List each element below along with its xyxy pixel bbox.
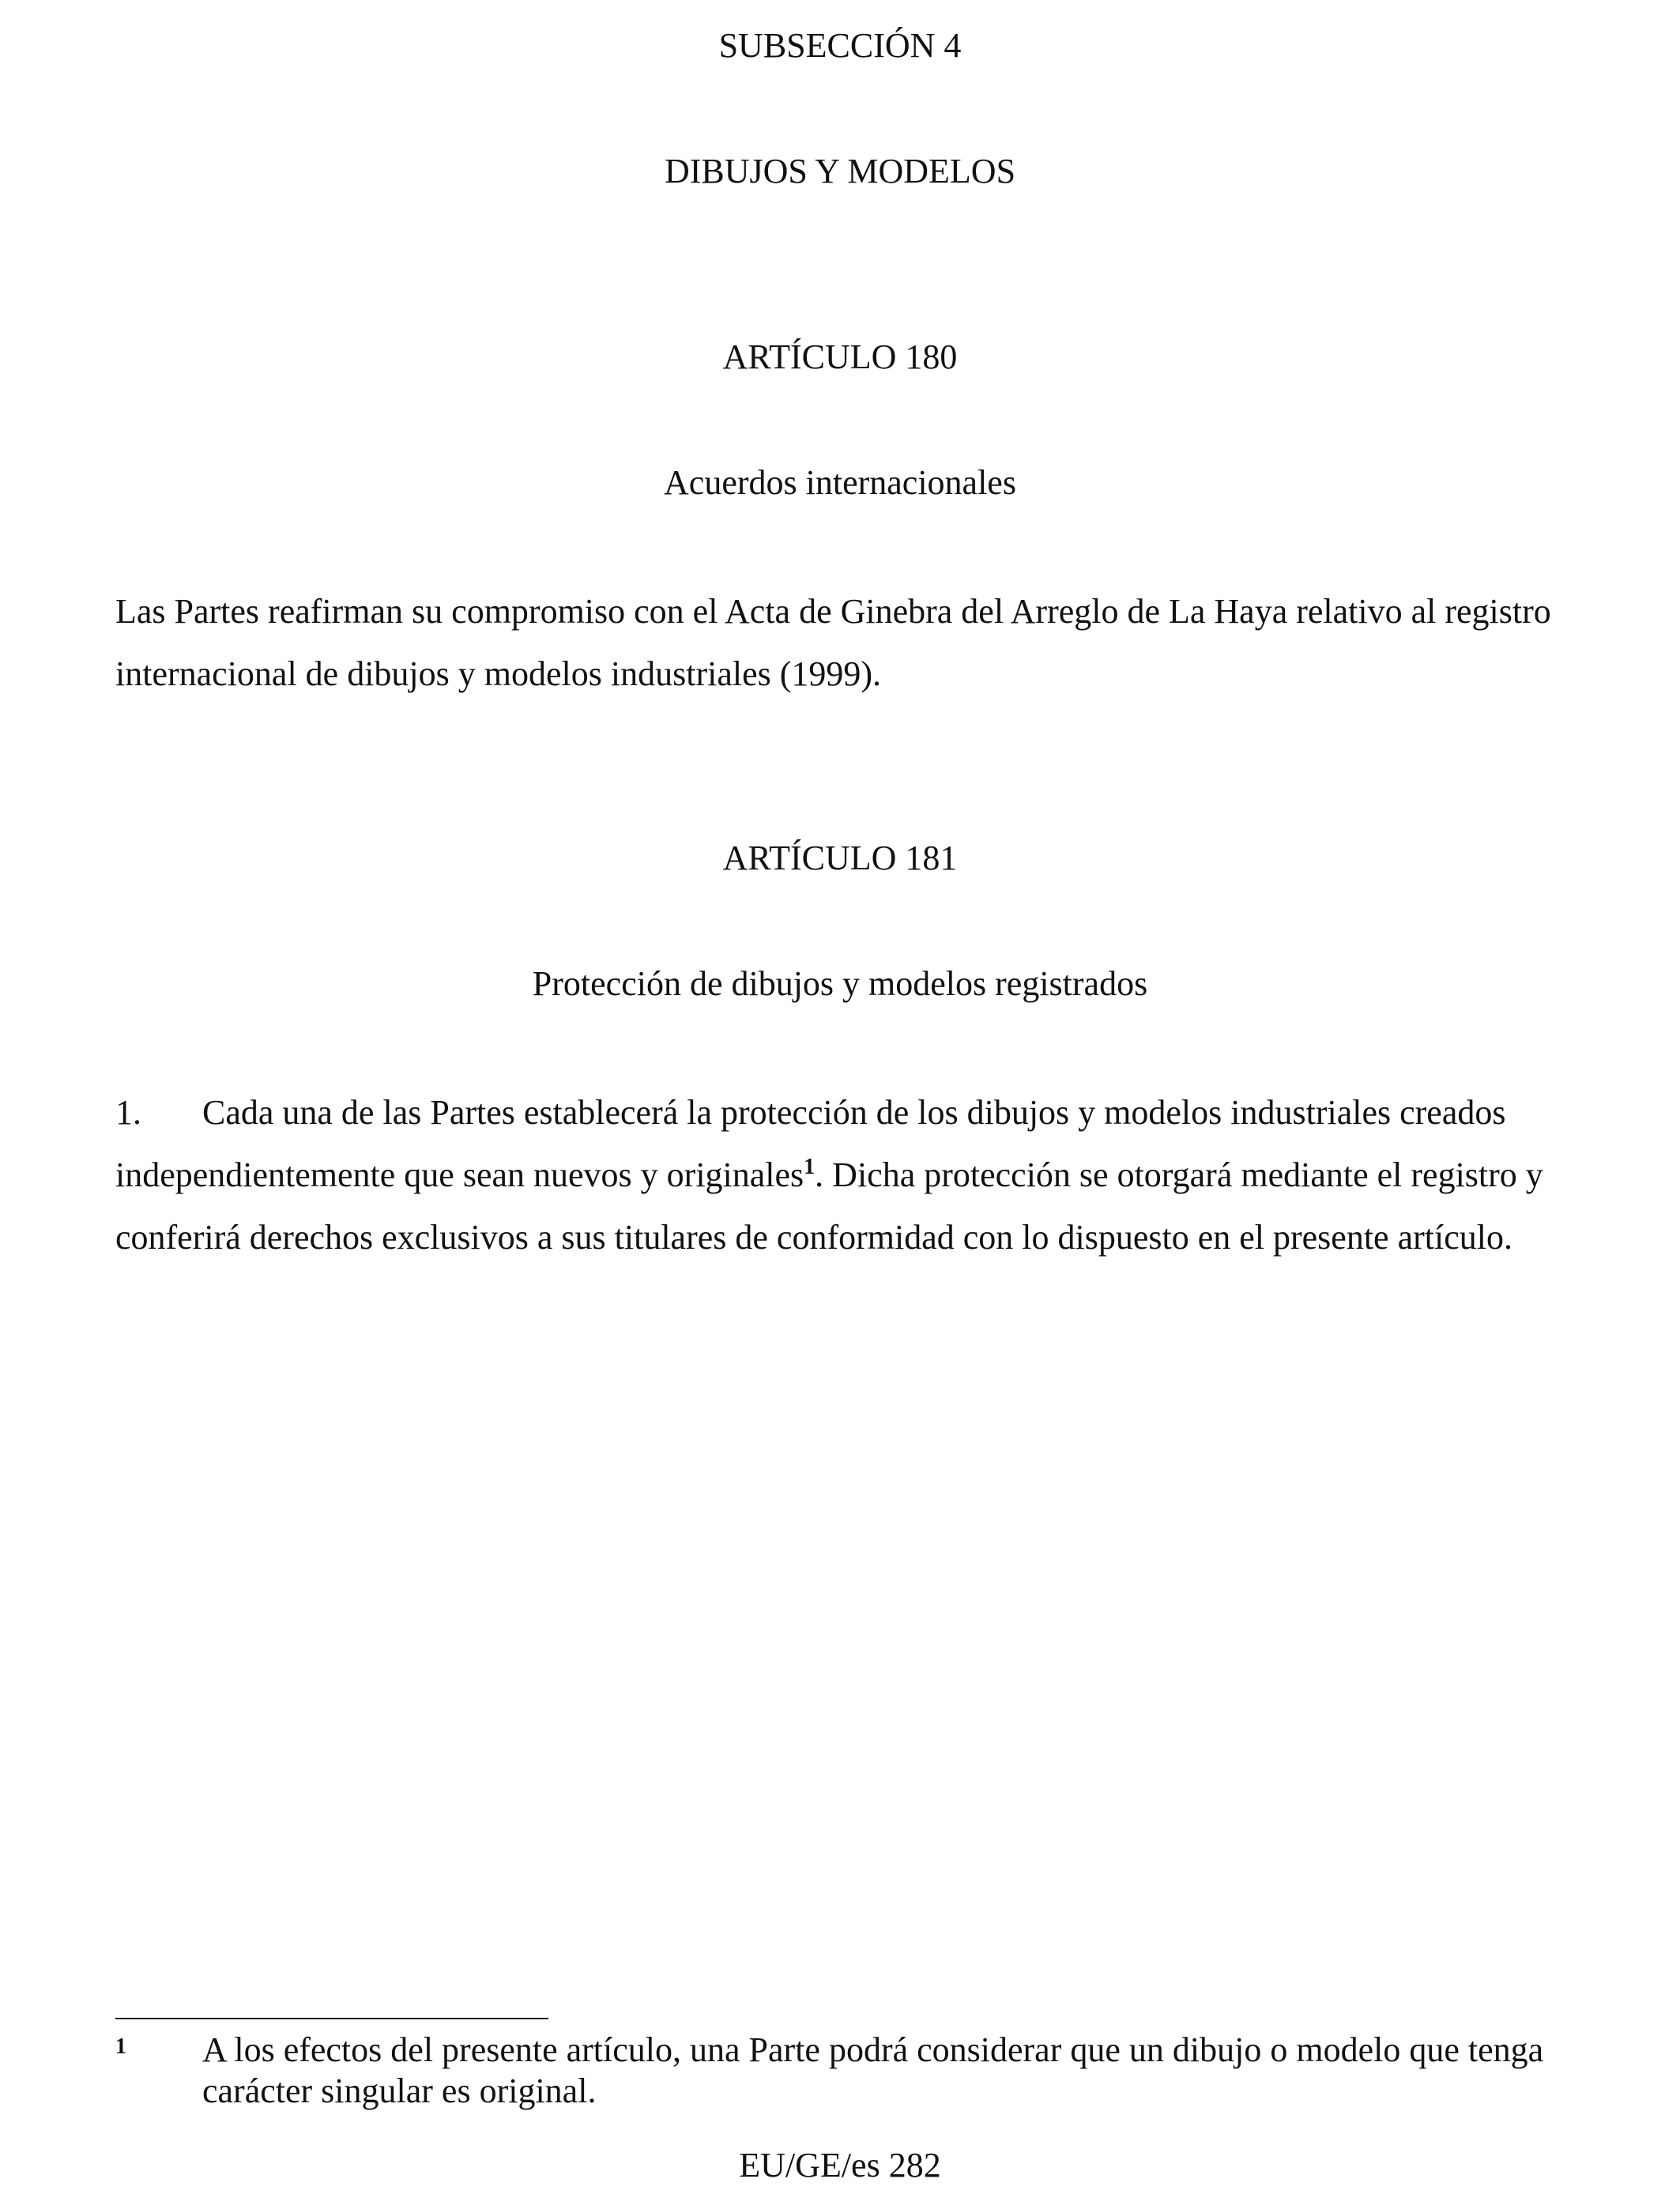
footnote-text: A los efectos del presente artículo, una Parte podrá considerar que un dibujo o modelo que tenga carácter singular es original. bbox=[202, 2030, 1544, 2110]
subsection-title: DIBUJOS Y MODELOS bbox=[664, 152, 1016, 190]
article-180-subtitle: Acuerdos internacionales bbox=[664, 463, 1016, 502]
article-180-paragraph: Las Partes reafirman su compromiso con el Acta de Ginebra del Arreglo de La Haya relativo al registro internacional de dibujos y modelos industriales (1999). bbox=[115, 592, 1551, 693]
paragraph-text-part-a: Cada una de las Partes establecerá la protección de los dibujos y modelos industriales creados independientemente que sean nuevos y originales bbox=[115, 1093, 1506, 1194]
article-181-heading: ARTÍCULO 181 bbox=[722, 839, 958, 877]
article-180-heading: ARTÍCULO 180 bbox=[722, 337, 958, 376]
article-180-body bbox=[115, 580, 1569, 705]
article-181-body bbox=[115, 1081, 1569, 1269]
footnote-separator bbox=[115, 2018, 548, 2019]
footnote-mark: 1 bbox=[115, 2034, 126, 2059]
footnote bbox=[115, 2030, 1569, 2112]
article-181-paragraph-1 bbox=[115, 1081, 1569, 1269]
paragraph-text-part-b: . Dicha protección se otorgará mediante el registro y conferirá derechos exclusivos a sus titulares de conformidad con lo dispuesto en el presente artículo. bbox=[115, 1155, 1543, 1257]
paragraph-number: 1. bbox=[115, 1093, 141, 1132]
footnote-reference[interactable]: 1 bbox=[804, 1155, 816, 1179]
page-number: EU/GE/es 282 bbox=[739, 2146, 941, 2185]
subsection-label: SUBSECCIÓN 4 bbox=[718, 26, 962, 65]
article-181-subtitle: Protección de dibujos y modelos registrados bbox=[532, 964, 1148, 1003]
